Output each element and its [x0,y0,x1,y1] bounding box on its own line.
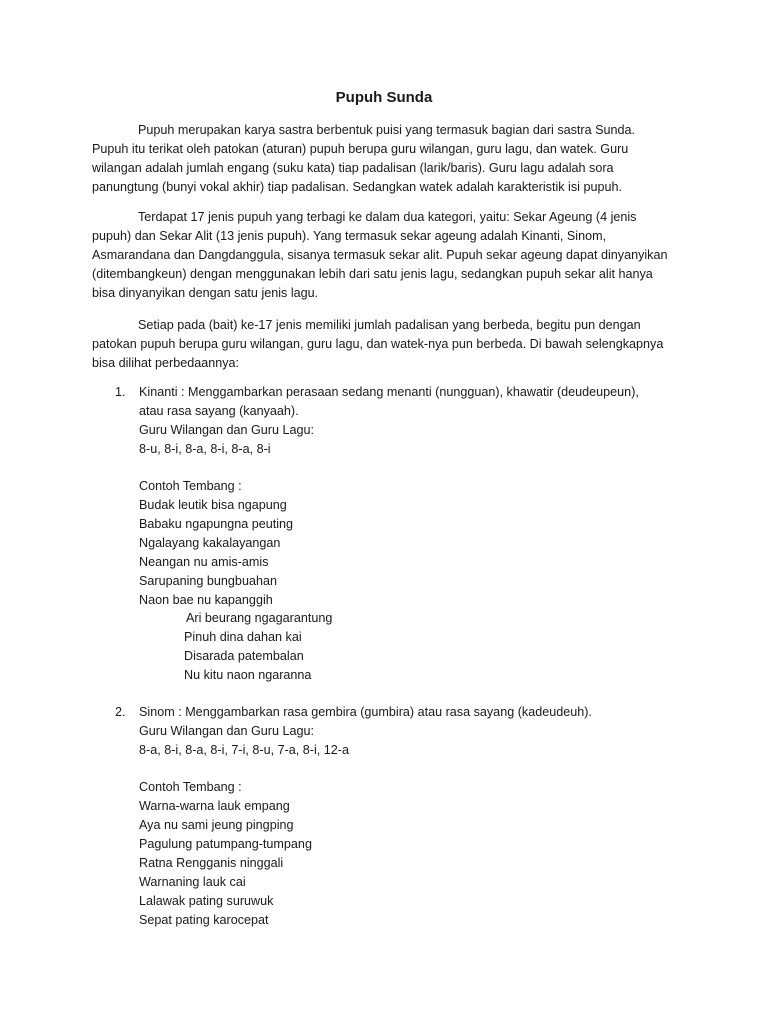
stanza-line: Pagulung patumpang-tumpang [139,837,312,851]
stanza-line: Aya nu sami jeung pingping [139,818,294,832]
stanza-line: Sarupaning bungbuahan [139,574,277,588]
stanza-line: Sepat pating karocepat [139,913,269,927]
stanza-line-indented: Pinuh dina dahan kai [184,630,302,644]
guru-value: 8-u, 8-i, 8-a, 8-i, 8-a, 8-i [139,442,271,456]
paragraph-1: Pupuh merupakan karya sastra berbentuk puisi yang termasuk bagian dari sastra Sunda. Pupuh itu terikat oleh patokan (aturan) pupuh berupa guru wilangan, guru lagu, dan watek. Guru wilangan adalah jumlah engang (suku kata) tiap padalisan (larik/baris). Guru lagu adalah sora panungtung (bunyi vokal akhir) tiap padalisan. Sedangkan watek adalah karakteristik isi pupuh. [92,123,636,194]
list-number: 2. [115,705,126,719]
guru-heading: Guru Wilangan dan Guru Lagu: [139,423,315,437]
stanza-line: Lalawak pating suruwuk [139,894,274,908]
stanza-line: Ngalayang kakalayangan [139,536,281,550]
item-description: Kinanti : Menggambarkan perasaan sedang menanti (nungguan), khawatir (deudeupeun), [139,385,639,399]
page-title: Pupuh Sunda [335,89,433,106]
guru-heading: Guru Wilangan dan Guru Lagu: [139,724,315,738]
stanza-line-indented: Nu kitu naon ngaranna [184,668,312,682]
item-description-cont: atau rasa sayang (kanyaah). [139,404,299,418]
paragraph-3: Setiap pada (bait) ke-17 jenis memiliki jumlah padalisan yang berbeda, begitu pun dengan patokan pupuh berupa guru wilangan, guru lagu, dan watek-nya pun berbeda. Di bawah selengkapnya bisa dilihat perbedaannya: [92,318,664,370]
list-number: 1. [115,385,126,399]
item-description: Sinom : Menggambarkan rasa gembira (gumbira) atau rasa sayang (kadeudeuh). [139,705,592,719]
stanza-line: Babaku ngapungna peuting [139,517,294,531]
stanza-line: Warna-warna lauk empang [139,799,290,813]
stanza-line: Budak leutik bisa ngapung [139,498,287,512]
contoh-heading: Contoh Tembang : [139,780,242,794]
stanza-line: Warnaning lauk cai [139,875,246,889]
stanza-line-indented: Ari beurang ngagarantung [186,611,333,625]
stanza-line: Naon bae nu kapanggih [139,593,273,607]
stanza-line: Neangan nu amis-amis [139,555,269,569]
stanza-line-indented: Disarada patembalan [184,649,304,663]
paragraph-2: Terdapat 17 jenis pupuh yang terbagi ke dalam dua kategori, yaitu: Sekar Ageung (4 jenis pupuh) dan Sekar Alit (13 jenis pupuh). Yang termasuk sekar ageung adalah Kinanti, Sinom, Asmarandana dan Dangdanggula, sisanya termasuk sekar alit. Pupuh sekar ageung dapat dinyanyikan (ditembangkeun) dengan menggunakan lebih dari satu jenis lagu, sedangkan pupuh sekar alit hanya bisa dinyanyikan dengan satu jenis lagu. [92,210,668,300]
guru-value: 8-a, 8-i, 8-a, 8-i, 7-i, 8-u, 7-a, 8-i, 12-a [139,743,349,757]
contoh-heading: Contoh Tembang : [139,479,242,493]
stanza-line: Ratna Rengganis ninggali [139,856,284,870]
